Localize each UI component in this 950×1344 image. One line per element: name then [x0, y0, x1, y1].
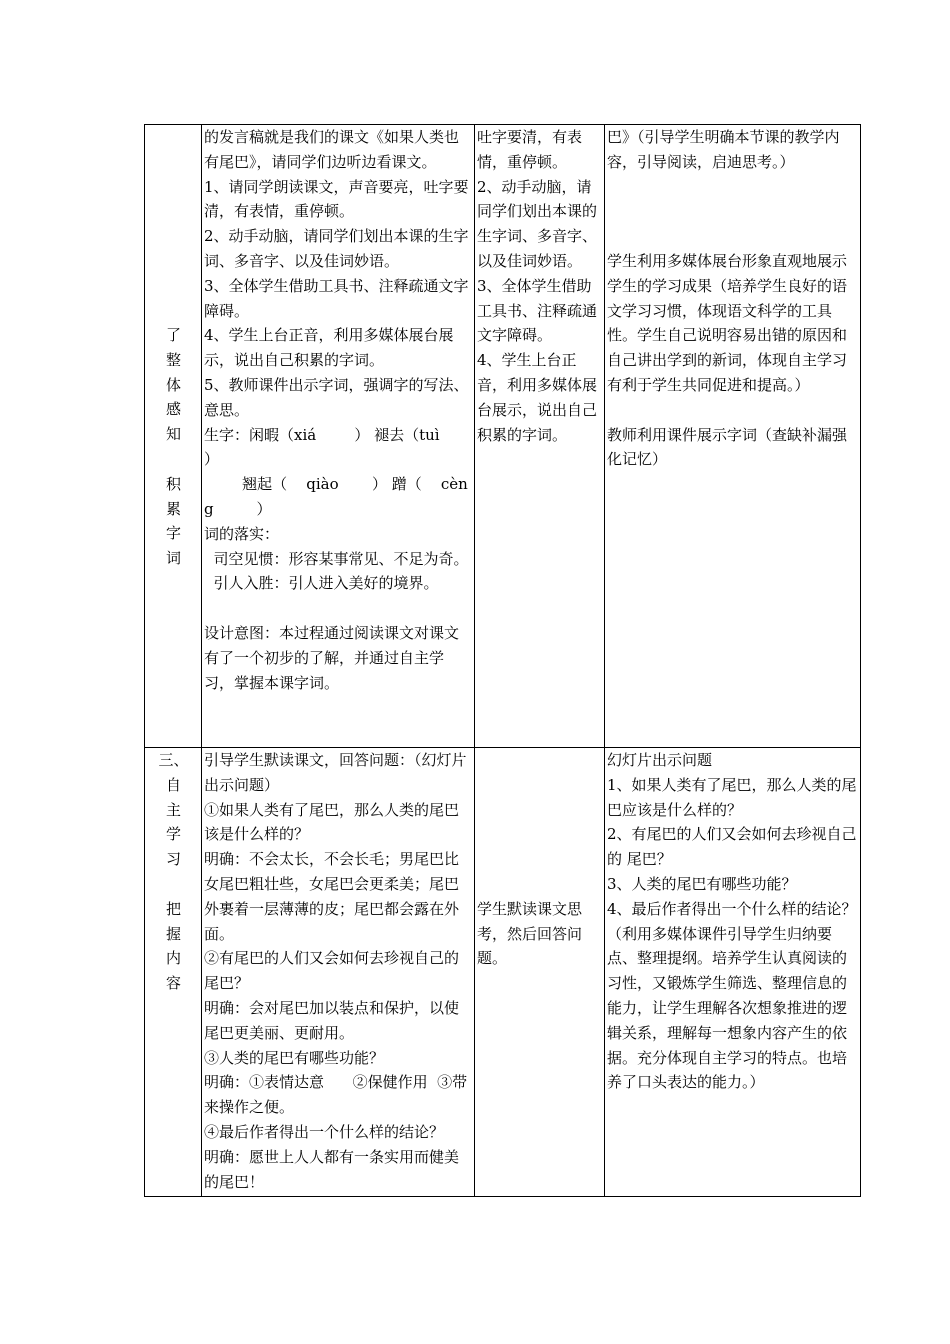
design-intent: 设计意图：本过程通过阅读课文对课文有了一个初步的了解，并通过自主学习，掌握本课字词。 [204, 623, 460, 692]
section-label-char: 了 [165, 326, 181, 344]
section-label-char: 习 [165, 850, 181, 869]
section-label-char: 累 [165, 499, 181, 518]
section-label-cell [145, 748, 202, 1197]
content-line: 引导学生默读课文，回答问题：（幻灯片出示问题） [204, 751, 467, 794]
teaching-content-cell [202, 748, 475, 1197]
question-line: ④最后作者得出一个什么样的结论？ [204, 1122, 445, 1141]
content-line: 词的落实： [204, 524, 280, 543]
section-label-char: 握 [165, 924, 181, 943]
notes-line: 幻灯片出示问题 [607, 751, 713, 769]
section-label-char: 主 [165, 800, 181, 819]
notes-line: 巴》（引导学生明确本节课的教学内容，引导阅读，启迪思考。） [607, 128, 840, 171]
answer-line: 明确：会对尾巴加以装点和保护，以使尾巴更美丽、更耐用。 [204, 998, 460, 1042]
vocab-pinyin-line: 翘起（ qiào ） 蹭（ cèng ） [204, 475, 468, 518]
content-line: 3、全体学生借助工具书、注释疏通文字障碍。 [204, 276, 469, 320]
notes-line: 4、最后作者得出一个什么样的结论？ [607, 899, 857, 918]
notes-line: 教师利用课件展示字词（查缺补漏强化记忆） [607, 425, 848, 469]
notes-line: 学生利用多媒体展台形象直观地展示学生的学习成果（培养学生良好的语文学习习惯，体现语文科学的工具性。学生自己说明容易出错的原因和自己讲出学到的新词，体现自主学习有利于学生共同促进和提高。） [607, 251, 848, 394]
content-line: 2、动手动脑，请同学们划出本课的生字词、多音字、以及佳词妙语。 [204, 227, 469, 270]
section-label-char: 词 [165, 549, 181, 568]
table-row [145, 125, 861, 748]
design-notes-cell [605, 125, 861, 748]
notes-line: （利用多媒体课件引导学生归纳要点、整理提纲。培养学生认真阅读的习性，又锻炼学生筛选、整理信息的能力，让学生理解各次想象推进的逻辑关系，理解每一想象内容产生的依据。充分体现自主学习的特点。也培养了口头表达的能力。） [607, 924, 848, 1092]
idiom-line: 引人入胜：引人进入美好的境界。 [204, 574, 439, 593]
section-label-char: 三、 [158, 751, 189, 769]
student-line: 学生默读课文思考，然后回答问题。 [477, 899, 583, 968]
notes-line: 3、人类的尾巴有哪些功能？ [607, 874, 797, 893]
section-label-char: 积 [165, 474, 181, 493]
answer-line: 明确：不会太长，不会长毛；男尾巴比女尾巴粗壮些，女尾巴会更柔美；尾巴外裹着一层薄薄的皮；尾巴都会露在外面。 [204, 850, 460, 943]
student-activity-cell [475, 125, 605, 748]
section-label-char: 感 [165, 400, 181, 419]
section-label-cell [145, 125, 202, 748]
student-line: 3、全体学生借助工具书、注释疏通文字障碍。 [477, 276, 598, 345]
notes-line: 2、有尾巴的人们又会如何去珍视自己的 尾巴？ [607, 825, 857, 869]
section-label-char: 把 [165, 899, 181, 918]
question-line: ③人类的尾巴有哪些功能？ [204, 1048, 385, 1067]
design-notes-cell [605, 748, 861, 1197]
student-line: 2、动手动脑，请同学们划出本课的生字词、多音字、以及佳词妙语。 [477, 177, 598, 270]
question-line: ②有尾巴的人们又会如何去珍视自己的尾巴？ [204, 949, 460, 993]
student-activity-cell [475, 748, 605, 1197]
vocab-pinyin-line: 生字：闲暇（xiá ） 褪去（tuì ） [204, 425, 478, 469]
section-label-char: 容 [165, 974, 181, 993]
answer-line: 明确：①表情达意 ②保健作用 ③带来操作之便。 [204, 1073, 468, 1117]
idiom-line: 司空见惯：形容某事常见、不足为奇。 [204, 549, 469, 568]
notes-line: 1、如果人类有了尾巴，那么人类的尾巴应该是什么样的？ [607, 775, 857, 819]
section-label-char: 自 [165, 775, 181, 794]
answer-line: 明确：愿世上人人都有一条实用而健美的尾巴！ [204, 1147, 460, 1191]
section-label-char: 学 [165, 825, 181, 844]
teaching-content-cell [202, 125, 478, 748]
table-row [145, 748, 861, 1197]
section-label-char: 知 [165, 425, 181, 444]
lesson-plan-table [144, 124, 861, 1197]
content-line: 的发言稿就是我们的课文《如果人类也有尾巴》，请同学们边听边看课文。 [204, 128, 460, 171]
section-label-char: 内 [165, 949, 181, 968]
section-label-char: 体 [165, 375, 181, 394]
question-line: ①如果人类有了尾巴，那么人类的尾巴该是什么样的？ [204, 800, 460, 844]
section-label-char: 字 [165, 524, 181, 543]
student-line: 4、学生上台正音，利用多媒体展台展示，说出自己积累的字词。 [477, 351, 598, 444]
student-line: 吐字要清，有表情，重停顿。 [477, 128, 583, 171]
section-label-char: 整 [165, 350, 181, 369]
content-line: 1、请同学朗读课文，声音要亮，吐字要清，有表情，重停顿。 [204, 177, 469, 221]
content-line: 5、教师课件出示字词，强调字的写法、意思。 [204, 375, 469, 419]
content-line: 4、学生上台正音，利用多媒体展台展示，说出自己积累的字词。 [204, 326, 454, 370]
